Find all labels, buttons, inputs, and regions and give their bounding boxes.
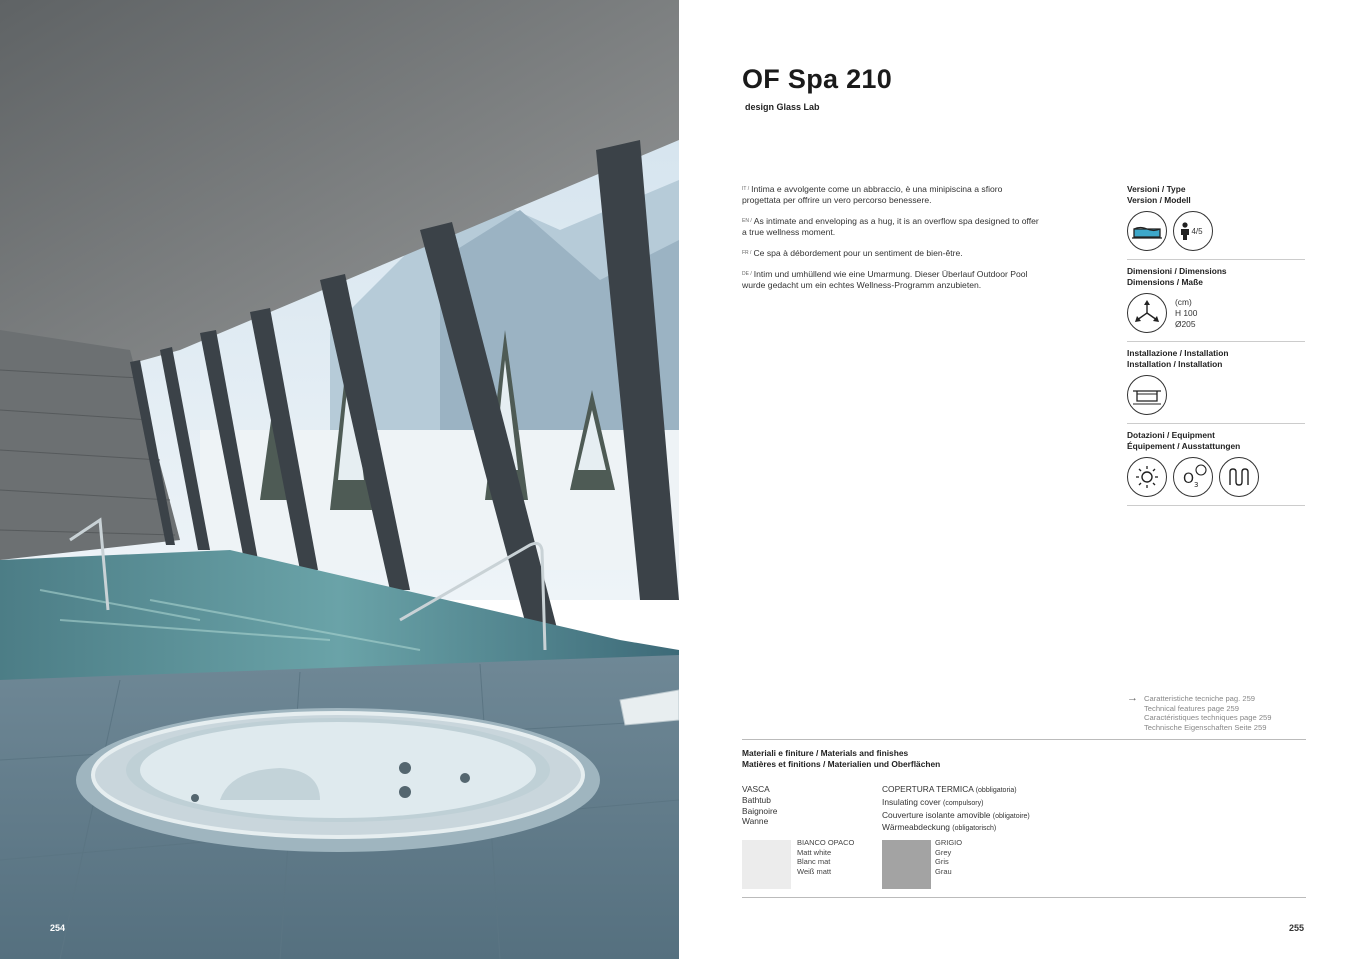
divider-top [742,739,1306,740]
left-page-number: 254 [50,923,66,933]
swatch-matt-white [742,840,791,889]
persons-icon: 4/5 [1173,211,1213,251]
svg-text:O: O [1183,471,1195,487]
description-en: $^{EN /}$ As intimate and enveloping as a hug, it is an overflow spa designed to offer a true wellness moment. [742,216,1039,237]
overflow-spa-icon [1127,211,1167,251]
spec-dimensions: Dimensioni / Dimensions Dimensions / Maße (cm) H 100 Ø205 [1127,266,1305,342]
description-it: $^{IT /}$ Intima e avvolgente come un abbraccio, è una minipiscina a sfioro progettata per offrire un vero percorso benessere. [742,184,1003,205]
product-description [742,184,1042,301]
spec-panel [1127,184,1305,512]
cover-label: COPERTURA TERMICA (obbligatoria) Insulating cover (compulsory) Couverture isolante amovible (obligatoire) Wärmeabdeckung (obligatorisch) [882,784,1030,833]
svg-text:3: 3 [1194,481,1199,489]
swatch-grey [882,840,931,889]
installation-icon [1127,375,1167,415]
swatch-grey-label: GRIGIO Grey Gris Grau [935,838,963,876]
swatch-matt-white-label: BIANCO OPACO Matt white Blanc mat Weiß matt [797,838,855,876]
description-de: $^{DE /}$ Intim und umhüllend wie eine Umarmung. Dieser Überlauf Outdoor Pool wurde gedacht um ein echtes Wellness-Programm anzubieten. [742,269,1028,290]
spec-equipment: Dotazioni / Equipment Équipement / Ausstattungen O 3 [1127,430,1305,506]
heater-icon [1219,457,1259,497]
ozone-icon [1173,457,1213,497]
arrow-right-icon: → [1127,692,1138,704]
right-page-number: 255 [1289,923,1305,933]
divider-bottom [742,897,1306,898]
dimensions-values: (cm) H 100 Ø205 [1175,296,1198,329]
spec-installation: Installazione / Installation Installation / Installation [1127,348,1305,424]
description-fr: $^{FR /}$ Ce spa à débordement pour un sentiment de bien-être. [742,248,963,258]
technical-features-reference[interactable]: → Caratteristiche tecniche pag. 259 Technical features page 259 Caractéristiques techniques page 259 Technische Eigenschaften Seite 259 [1127,692,1272,732]
tub-label: VASCA Bathtub Baignoire Wanne [742,784,778,827]
dimensions-icon [1127,293,1167,333]
product-title: OF Spa 210 [742,64,893,94]
materials-heading: Materiali e finiture / Materials and finishes Matières et finitions / Materialien und Oberflächen [742,748,941,769]
designer-credit: design Glass Lab [745,102,820,112]
light-icon [1127,457,1167,497]
spec-versions: Versioni / Type Version / Modell 4/5 [1127,184,1305,260]
